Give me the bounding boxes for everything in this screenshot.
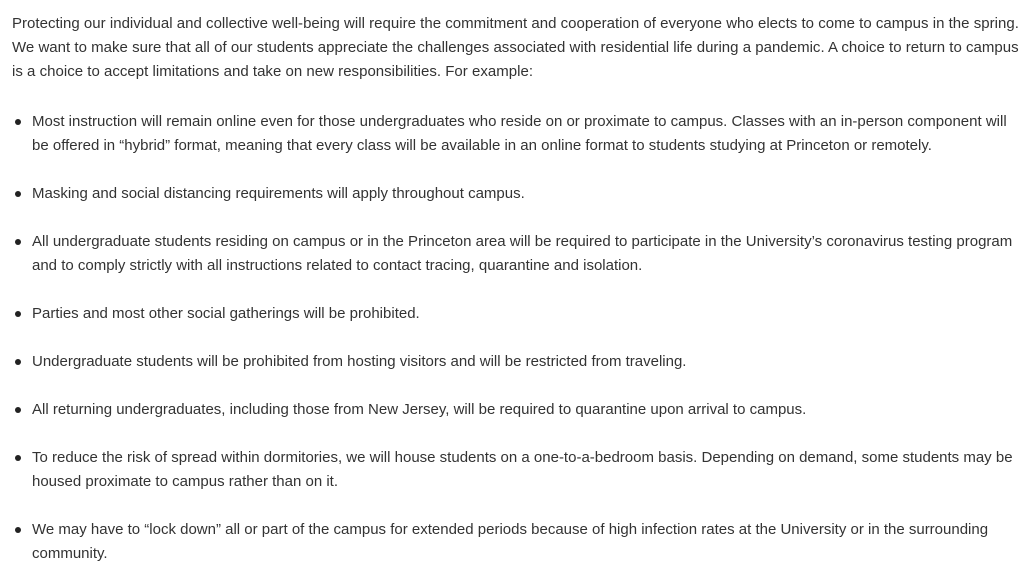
list-item: [12, 302, 1025, 326]
list-item-text: All returning undergraduates, including those from New Jersey, will be required to quarantine upon arrival to campus.: [32, 401, 807, 418]
list-item-text: Masking and social distancing requirements will apply throughout campus.: [32, 185, 525, 202]
list-item: [12, 350, 1025, 374]
bullet-icon: [15, 239, 21, 245]
bullet-icon: [15, 311, 21, 317]
bullet-icon: [15, 191, 21, 197]
bullet-icon: [15, 527, 21, 533]
list-item: [12, 182, 1025, 206]
bullet-icon: [15, 119, 21, 125]
list-item: [12, 446, 1025, 494]
bullet-icon: [15, 407, 21, 413]
bullet-icon: [15, 455, 21, 461]
list-item-text: To reduce the risk of spread within dormitories, we will house students on a one-to-a-bedroom basis. Depending on demand, some students may be housed proximate to campus rather than on it.: [32, 449, 1013, 490]
bullet-icon: [15, 359, 21, 365]
list-item-text: Undergraduate students will be prohibited from hosting visitors and will be restricted from traveling.: [32, 353, 687, 370]
intro-paragraph: Protecting our individual and collective well-being will require the commitment and cooperation of everyone who elects to come to campus in the spring. We want to make sure that all of our students appreciate the challenges associated with residential life during a pandemic. A choice to return to campus is a choice to accept limitations and take on new responsibilities. For example:: [12, 15, 1019, 80]
list-item-text: All undergraduate students residing on campus or in the Princeton area will be required to participate in the University’s coronavirus testing program and to comply strictly with all instructions related to contact tracing, quarantine and isolation.: [32, 233, 1013, 274]
requirements-list: [12, 110, 1025, 566]
list-item-text: Most instruction will remain online even for those undergraduates who reside on or proximate to campus. Classes with an in-person component will be offered in “hybrid” format, meaning that every class will be available in an online format to students studying at Princeton or remotely.: [32, 113, 1007, 154]
list-item: [12, 398, 1025, 422]
list-item: [12, 518, 1025, 566]
list-item: [12, 230, 1025, 278]
list-item-text: Parties and most other social gatherings will be prohibited.: [32, 305, 420, 322]
list-item: [12, 110, 1025, 158]
list-item-text: We may have to “lock down” all or part of the campus for extended periods because of high infection rates at the University or in the surrounding community.: [32, 521, 989, 562]
